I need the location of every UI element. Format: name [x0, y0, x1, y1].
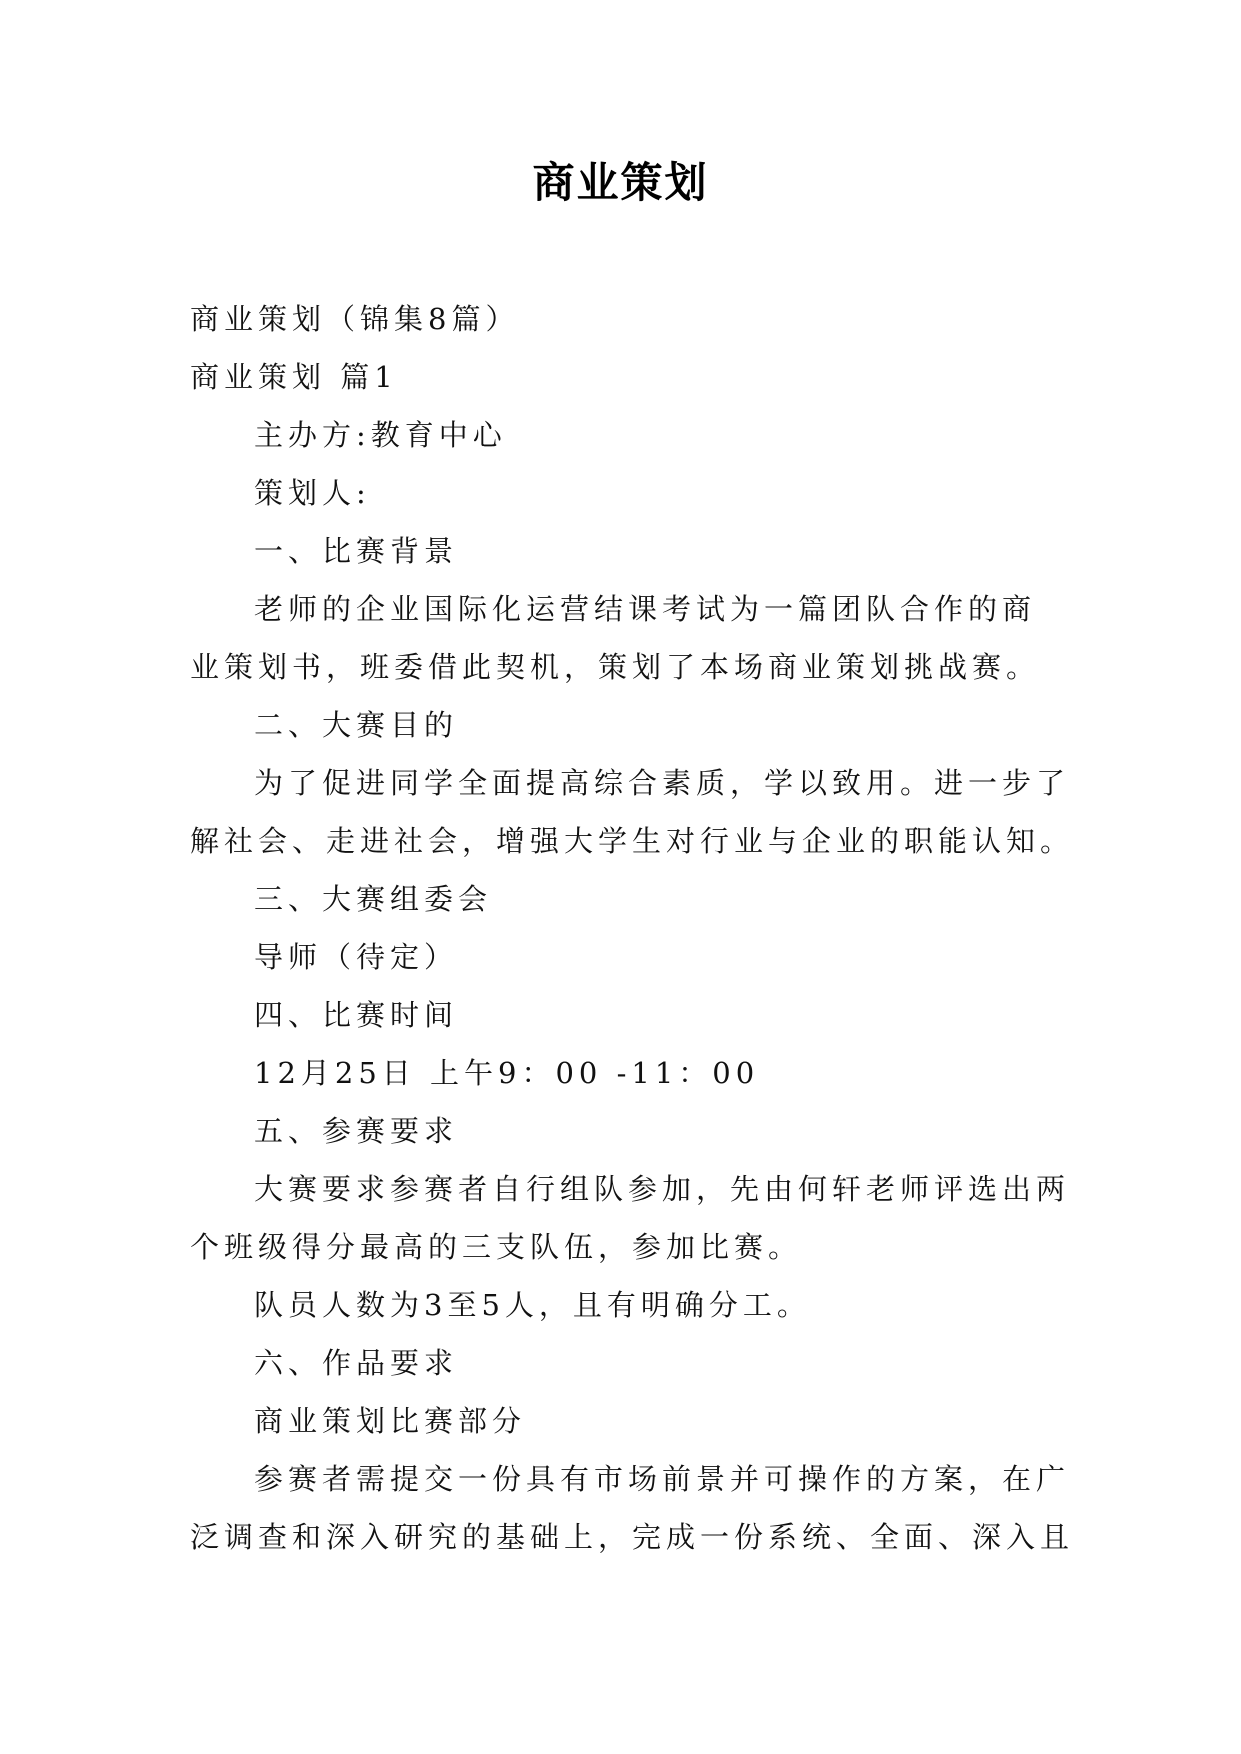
text-line: 解社会、走进社会，增强大学生对行业与企业的职能认知。	[190, 824, 1075, 858]
text-line: 一、比赛背景	[254, 534, 459, 568]
document-body	[190, 290, 1075, 1566]
text-line: 泛调查和深入研究的基础上，完成一份系统、全面、深入且	[190, 1520, 1075, 1554]
text-line: 六、作品要求	[254, 1346, 459, 1380]
text-line: 参赛者需提交一份具有市场前景并可操作的方案，在广	[254, 1462, 1071, 1496]
text-line: 主办方:教育中心	[254, 418, 507, 452]
text-line: 12月25日 上午9：00 -11：00	[254, 1056, 760, 1090]
text-line: 业策划书，班委借此契机，策划了本场商业策划挑战赛。	[190, 650, 1041, 684]
text-line: 二、大赛目的	[254, 708, 459, 742]
text-line: 大赛要求参赛者自行组队参加，先由何轩老师评选出两	[254, 1172, 1071, 1206]
text-line: 老师的企业国际化运营结课考试为一篇团队合作的商	[254, 592, 1037, 626]
text-line: 策划人:	[254, 476, 371, 510]
text-line: 个班级得分最高的三支队伍，参加比赛。	[190, 1230, 803, 1264]
text-line: 五、参赛要求	[254, 1114, 459, 1148]
text-line: 四、比赛时间	[254, 998, 459, 1032]
text-line: 三、大赛组委会	[254, 882, 493, 916]
document-title: 商业策划	[532, 158, 709, 207]
text-line: 商业策划 篇1	[190, 360, 398, 394]
text-line: 队员人数为3至5人，且有明确分工。	[254, 1288, 811, 1322]
text-line: 为了促进同学全面提高综合素质，学以致用。进一步了	[254, 766, 1071, 800]
text-line: 商业策划比赛部分	[254, 1404, 527, 1438]
text-line: 商业策划（锦集8篇）	[190, 302, 520, 336]
text-line: 导师（待定）	[254, 940, 459, 974]
